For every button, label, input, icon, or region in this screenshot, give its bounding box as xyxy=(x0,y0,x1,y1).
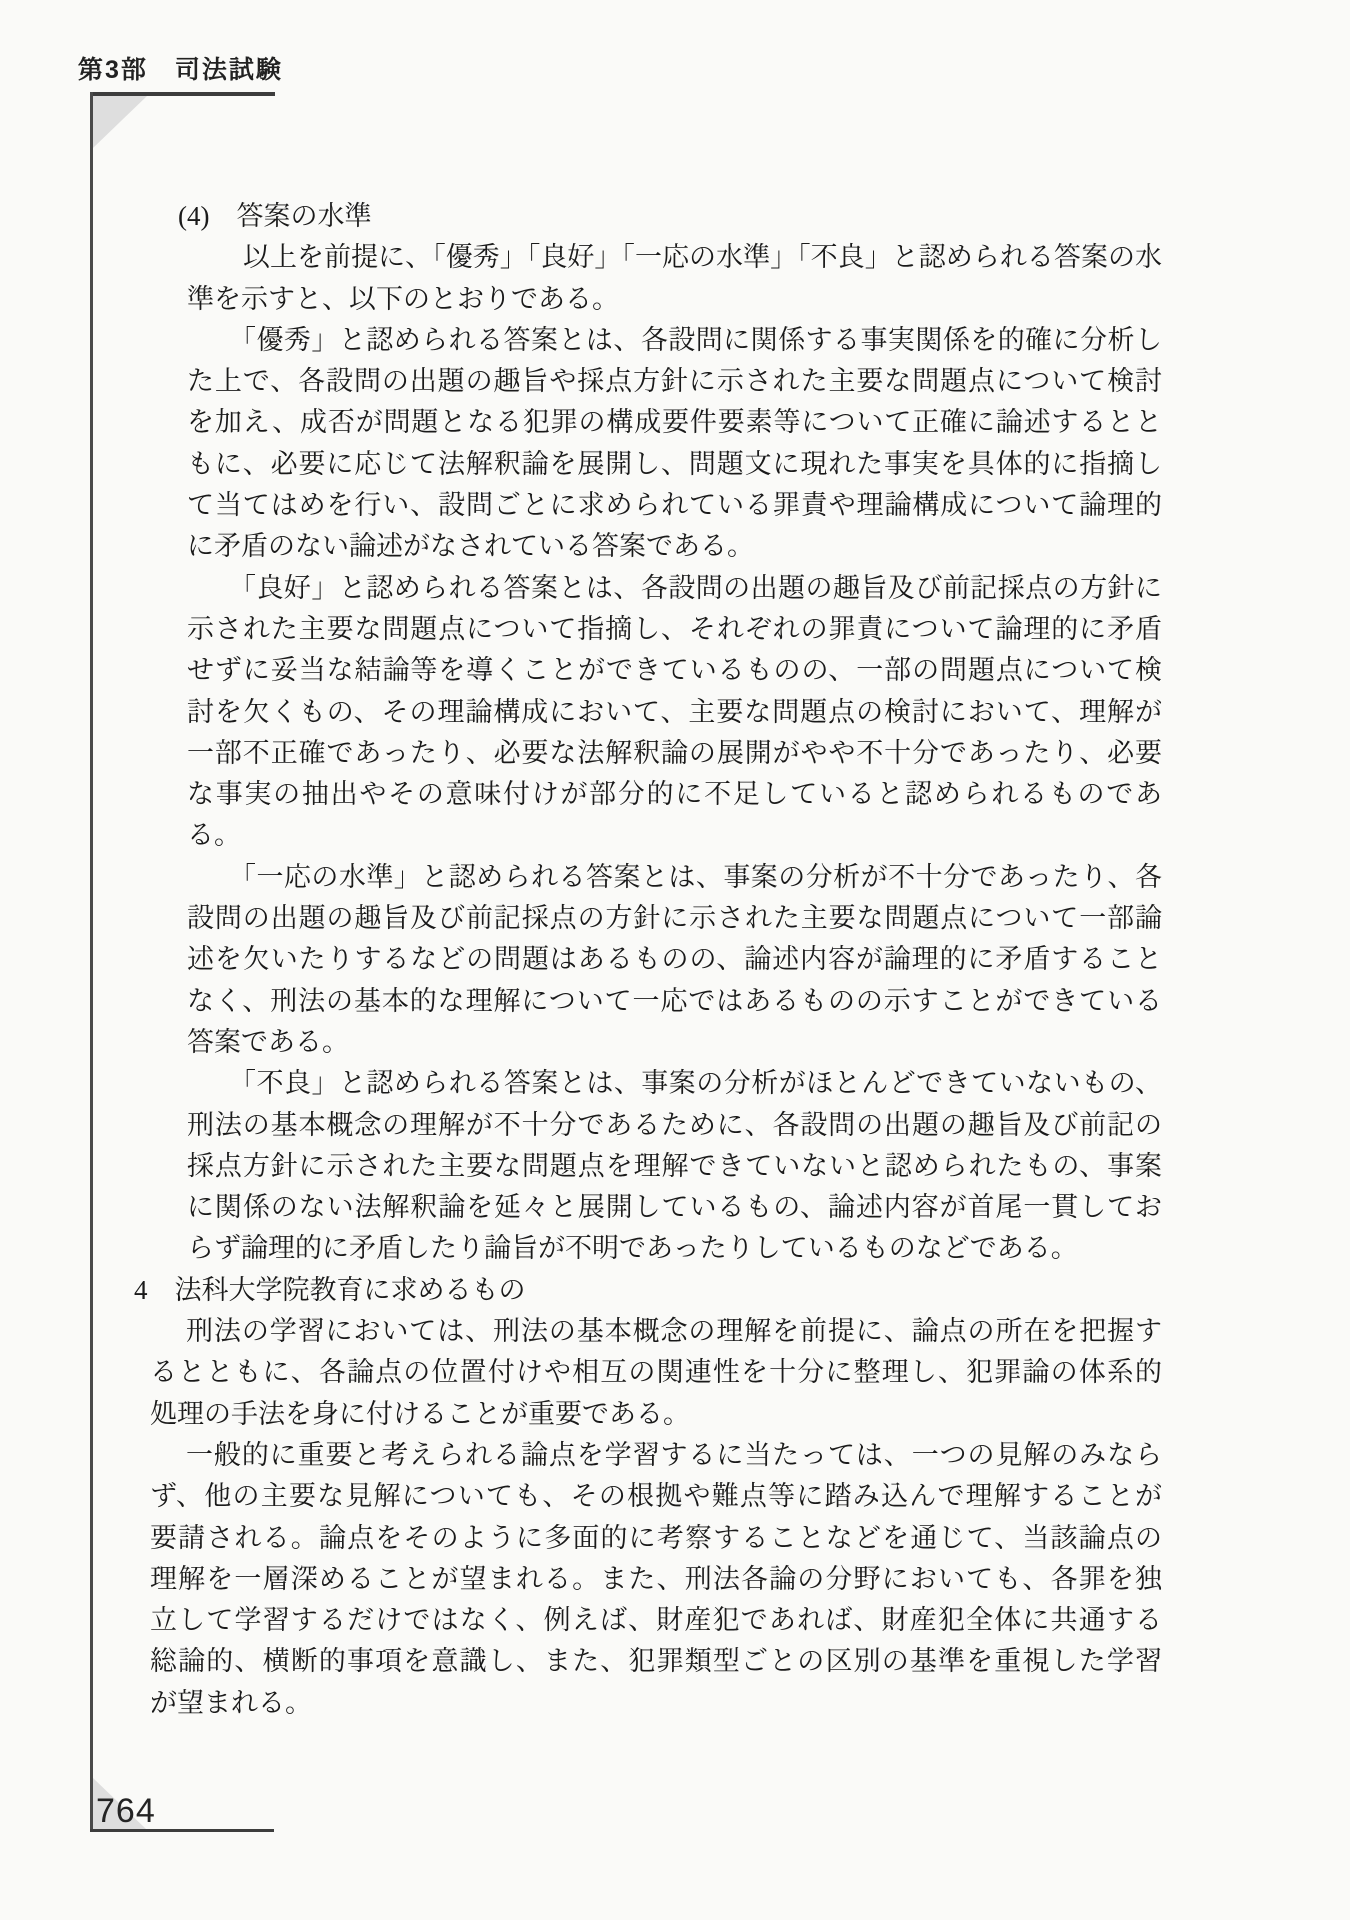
text-line: 処理の手法を身に付けることが重要である。 xyxy=(150,1398,690,1429)
text-line: に関係のない法解釈論を延々と展開しているもの、論述内容が首尾一貫してお xyxy=(187,1192,1162,1223)
text-line: 「不良」と認められる答案とは、事案の分析がほとんどできていないもの、 xyxy=(229,1068,1162,1099)
text-line: 「一応の水準」と認められる答案とは、事案の分析が不十分であったり、各 xyxy=(229,861,1162,892)
text-line: 答案である。 xyxy=(187,1026,349,1057)
text-line: 準を示すと、以下のとおりである。 xyxy=(187,283,619,314)
text-line: 討を欠くもの、その理論構成において、主要な問題点の検討において、理解が xyxy=(187,696,1162,727)
text-line: 一部不正確であったり、必要な法解釈論の展開がやや不十分であったり、必要 xyxy=(187,737,1162,768)
text-line: た上で、各設問の出題の趣旨や採点方針に示された主要な問題点について検討 xyxy=(187,366,1162,397)
text-line: るとともに、各論点の位置付けや相互の関連性を十分に整理し、犯罪論の体系的 xyxy=(150,1357,1162,1388)
text-line: 刑法の学習においては、刑法の基本概念の理解を前提に、論点の所在を把握す xyxy=(186,1316,1162,1347)
text-line: もに、必要に応じて法解釈論を展開し、問題文に現れた事実を具体的に指摘し xyxy=(187,448,1162,479)
text-line: を加え、成否が問題となる犯罪の構成要件要素等について正確に論述するとと xyxy=(187,407,1162,438)
text-line: ず、他の主要な見解についても、その根拠や難点等に踏み込んで理解することが xyxy=(150,1481,1162,1512)
text-line: 採点方針に示された主要な問題点を理解できていないと認められたもの、事案 xyxy=(187,1150,1162,1181)
text-line: せずに妥当な結論等を導くことができているものの、一部の問題点について検 xyxy=(187,655,1162,686)
running-head: 第3部 司法試験 xyxy=(78,56,283,84)
text-line: 「良好」と認められる答案とは、各設問の出題の趣旨及び前記採点の方針に xyxy=(229,572,1162,603)
text-line: 述を欠いたりするなどの問題はあるものの、論述内容が論理的に矛盾すること xyxy=(187,944,1162,975)
text-line: が望まれる。 xyxy=(150,1687,312,1718)
text-line: 刑法の基本概念の理解が不十分であるために、各設問の出題の趣旨及び前記の xyxy=(187,1109,1162,1140)
text-line: らず論理的に矛盾したり論旨が不明であったりしているものなどである。 xyxy=(187,1233,1078,1264)
section-heading: (4) 答案の水準 xyxy=(178,201,372,231)
text-line: 「優秀」と認められる答案とは、各設問に関係する事実関係を的確に分析し xyxy=(229,324,1162,355)
text-line: 総論的、横断的事項を意識し、また、犯罪類型ごとの区別の基準を重視した学習 xyxy=(150,1646,1162,1677)
text-line: 立して学習するだけではなく、例えば、財産犯であれば、財産犯全体に共通する xyxy=(150,1605,1162,1636)
section-heading: 4 法科大学院教育に求めるもの xyxy=(134,1274,526,1305)
text-line: 設問の出題の趣旨及び前記採点の方針に示された主要な問題点について一部論 xyxy=(187,903,1162,934)
text-line: て当てはめを行い、設問ごとに求められている罪責や理論構成について論理的 xyxy=(187,490,1162,521)
text-line: に矛盾のない論述がなされている答案である。 xyxy=(187,531,754,562)
corner-triangle-top xyxy=(93,96,147,148)
text-line: 以上を前提に、「優秀」「良好」「一応の水準」「不良」と認められる答案の水 xyxy=(243,242,1162,273)
text-line: 理解を一層深めることが望まれる。また、刑法各論の分野においても、各罪を独 xyxy=(150,1563,1162,1594)
text-line: る。 xyxy=(187,820,241,851)
text-line: 要請される。論点をそのように多面的に考察することなどを通じて、当該論点の xyxy=(150,1522,1162,1553)
header-rule xyxy=(90,92,275,96)
text-line: な事実の抽出やその意味付けが部分的に不足していると認められるものであ xyxy=(187,779,1162,810)
page-number: 764 xyxy=(96,1792,156,1830)
text-line: 示された主要な問題点について指摘し、それぞれの罪責について論理的に矛盾 xyxy=(187,613,1162,644)
page-body-text xyxy=(0,196,1350,1724)
text-line: 一般的に重要と考えられる論点を学習するに当たっては、一つの見解のみなら xyxy=(186,1439,1162,1470)
text-line: なく、刑法の基本的な理解について一応ではあるものの示すことができている xyxy=(187,985,1162,1016)
